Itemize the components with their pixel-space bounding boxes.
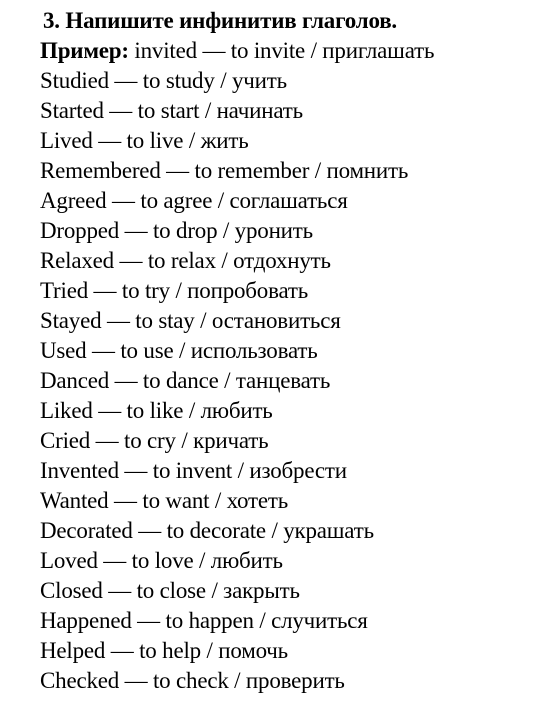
verb-entry: Agreed — to agree / соглашаться <box>40 188 348 213</box>
verb-entry: Liked — to like / любить <box>40 398 273 423</box>
verb-entry: Closed — to close / закрыть <box>40 578 300 603</box>
verb-entry: Helped — to help / помочь <box>40 638 288 663</box>
verb-entry: Cried — to cry / кричать <box>40 428 269 453</box>
verb-entry: Danced — to dance / танцевать <box>40 368 331 393</box>
verb-entry: Wanted — to want / хотеть <box>40 488 289 513</box>
verb-entry: Happened — to happen / случиться <box>40 608 368 633</box>
example-label: Пример: <box>40 38 129 63</box>
verb-entry: Tried — to try / попробовать <box>40 278 309 303</box>
verb-entry: Studied — to study / учить <box>40 68 287 93</box>
verb-entry: Invented — to invent / изобрести <box>40 458 347 483</box>
example-line <box>40 36 434 66</box>
verb-entry: Dropped — to drop / уронить <box>40 218 313 243</box>
verb-list <box>40 66 408 696</box>
exercise-heading: 3. Напишите инфинитив глаголов. <box>43 8 397 33</box>
verb-entry: Decorated — to decorate / украшать <box>40 518 374 543</box>
verb-entry: Used — to use / использовать <box>40 338 318 363</box>
verb-entry: Started — to start / начинать <box>40 98 303 123</box>
verb-entry: Lived — to live / жить <box>40 128 249 153</box>
verb-entry: Loved — to love / любить <box>40 548 283 573</box>
example-text: invited — to invite / приглашать <box>134 38 435 63</box>
verb-entry: Remembered — to remember / помнить <box>40 158 409 183</box>
verb-entry: Checked — to check / проверить <box>40 668 345 693</box>
verb-entry: Relaxed — to relax / отдохнуть <box>40 248 331 273</box>
verb-entry: Stayed — to stay / остановиться <box>40 308 341 333</box>
